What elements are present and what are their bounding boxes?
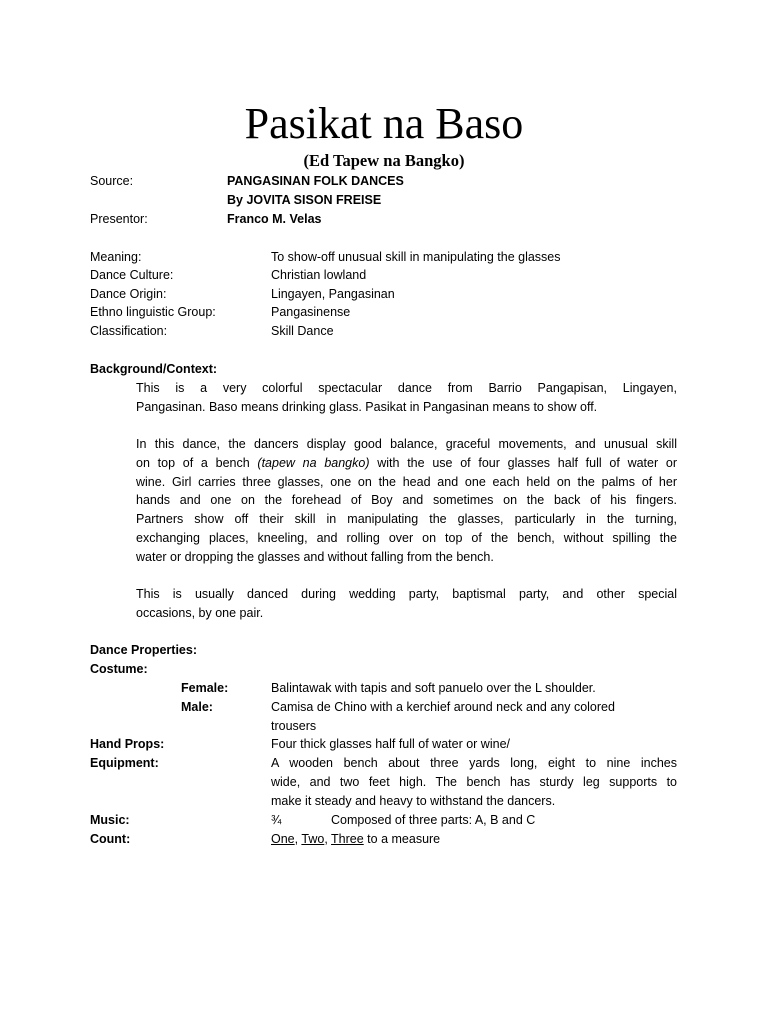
paragraph-line: Partners show off their skill in manipulating the glasses, particularly in the turning, <box>136 512 677 527</box>
classification-value: Skill Dance <box>271 324 334 338</box>
origin-label: Dance Origin: <box>90 287 167 301</box>
paragraph-line: wine. Girl carries three glasses, one on the head and one each held on the palms of her <box>136 474 677 489</box>
paragraph-line: This is usually danced during wedding party, baptismal party, and other special <box>136 587 677 601</box>
value-line: make it steady and heavy to withstand the dancers. <box>271 793 556 808</box>
page-title: Pasikat na Baso <box>244 99 524 148</box>
text-run: with the use of four glasses half full of water or <box>369 455 677 470</box>
male-value <box>271 698 677 736</box>
female-label: Female: <box>181 681 229 695</box>
culture-value: Christian lowland <box>271 268 367 282</box>
origin-value: Lingayen, Pangasinan <box>271 287 395 301</box>
paragraph-line: occasions, by one pair. <box>136 605 264 620</box>
value-line: trousers <box>271 718 317 733</box>
source-value-2: By JOVITA SISON FREISE <box>227 193 382 207</box>
properties-heading: Dance Properties: <box>90 643 197 657</box>
hand-props-label: Hand Props: <box>90 737 165 751</box>
background-paragraph-2 <box>136 435 677 567</box>
value-line: A wooden bench about three yards long, eight to nine inches <box>271 756 677 770</box>
count-value <box>271 830 440 849</box>
italic-term: (tapew na bangko) <box>257 455 370 470</box>
meaning-value: To show-off unusual skill in manipulating the glasses <box>271 250 561 264</box>
meaning-label: Meaning: <box>90 250 142 264</box>
count-separator: , <box>324 832 332 846</box>
background-paragraph-1 <box>136 379 677 417</box>
value-line: Camisa de Chino with a kerchief around neck and any colored <box>271 700 615 714</box>
count-label: Count: <box>90 832 131 846</box>
paragraph-line: In this dance, the dancers display good balance, graceful movements, and unusual skill <box>136 437 677 451</box>
classification-label: Classification: <box>90 324 168 338</box>
page-subtitle: (Ed Tapew na Bangko) <box>303 151 465 170</box>
equipment-label: Equipment: <box>90 756 159 770</box>
female-value: Balintawak with tapis and soft panuelo over the L shoulder. <box>271 681 596 695</box>
presentor-label: Presentor: <box>90 212 148 226</box>
paragraph-line: This is a very colorful spectacular dance from Barrio Pangapisan, Lingayen, <box>136 381 677 395</box>
background-heading: Background/Context: <box>90 362 218 376</box>
presentor-value: Franco M. Velas <box>227 212 322 226</box>
ethno-value: Pangasinense <box>271 305 351 319</box>
equipment-value <box>271 754 677 810</box>
text-run: on top of a bench <box>136 455 258 470</box>
culture-label: Dance Culture: <box>90 268 174 282</box>
hand-props-value: Four thick glasses half full of water or wine/ <box>271 737 510 751</box>
value-line: wide, and two feet high. The bench has sturdy leg supports to <box>271 774 677 789</box>
music-label: Music: <box>90 813 130 827</box>
count-one: One <box>271 832 295 846</box>
music-value: Composed of three parts: A, B and C <box>331 813 536 827</box>
count-three: Three <box>331 832 364 846</box>
paragraph-line: water or dropping the glasses and without falling from the bench. <box>136 549 494 564</box>
paragraph-line: exchanging places, kneeling, and rolling over on top of the bench, without spilling the <box>136 530 677 545</box>
music-time-signature: ¾ <box>271 813 282 827</box>
count-tail: to a measure <box>363 832 441 846</box>
source-label: Source: <box>90 174 134 188</box>
costume-label: Costume: <box>90 662 148 676</box>
count-two: Two <box>301 832 325 846</box>
paragraph-line-mixed <box>136 454 677 473</box>
paragraph-line: Pangasinan. Baso means drinking glass. Pasikat in Pangasinan means to show off. <box>136 399 598 414</box>
background-paragraph-3 <box>136 585 677 623</box>
source-value-1: PANGASINAN FOLK DANCES <box>227 174 404 188</box>
paragraph-line: hands and one on the forehead of Boy and sometimes on the back of his fingers. <box>136 493 677 508</box>
male-label: Male: <box>181 700 213 714</box>
ethno-label: Ethno linguistic Group: <box>90 305 216 319</box>
count-separator: , <box>294 832 302 846</box>
